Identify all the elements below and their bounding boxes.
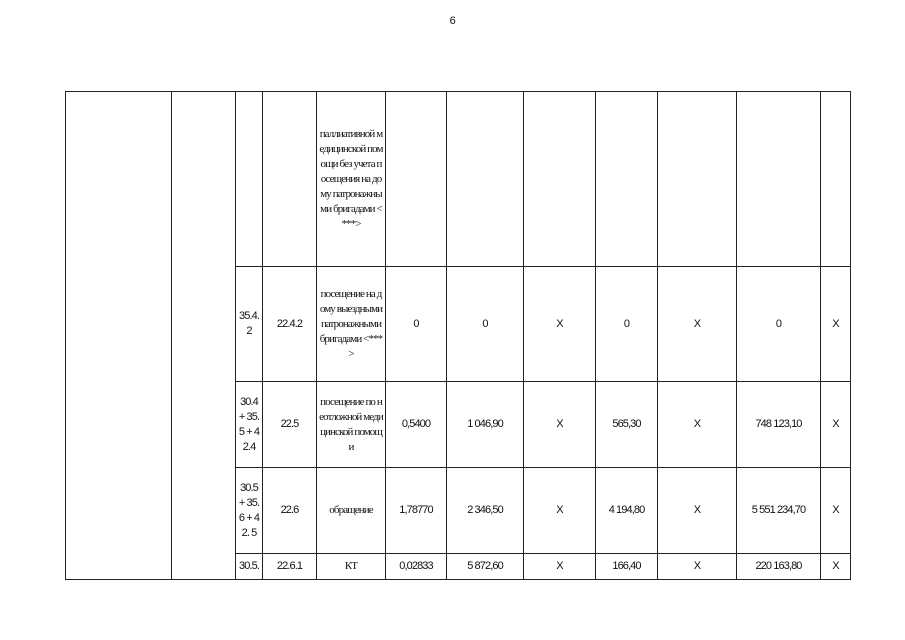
row-value-2: 2 346,50 (447, 468, 524, 554)
row-value-1: 0,02833 (386, 554, 447, 580)
row-value-5: X (658, 382, 737, 468)
row-subcode: 22.5 (263, 382, 317, 468)
row-value-4: 565,30 (596, 382, 658, 468)
row-value-6: 748 123,10 (737, 382, 821, 468)
row-value-7: X (821, 267, 851, 382)
row-value-7: X (821, 554, 851, 580)
row-code: 30.5 + 35.6 + 42. 5 (236, 468, 263, 554)
row-value-3: X (524, 267, 596, 382)
row-value-3 (524, 92, 596, 267)
blank-cell-left-2 (172, 92, 236, 580)
row-value-5: X (658, 468, 737, 554)
row-code: 30.5. (236, 554, 263, 580)
table-row (66, 92, 851, 267)
row-value-2: 1 046,90 (447, 382, 524, 468)
row-value-3: X (524, 468, 596, 554)
row-subcode: 22.6 (263, 468, 317, 554)
row-value-4: 0 (596, 267, 658, 382)
row-value-1: 0,5400 (386, 382, 447, 468)
row-name: обращение (317, 468, 386, 554)
row-value-6: 0 (737, 267, 821, 382)
row-value-7: X (821, 382, 851, 468)
row-name: посещение по неотложной медицинской помощи (317, 382, 386, 468)
row-code: 30.4 + 35.5 + 42.4 (236, 382, 263, 468)
row-value-6 (737, 92, 821, 267)
row-value-2 (447, 92, 524, 267)
row-value-1: 0 (386, 267, 447, 382)
blank-cell-left (66, 92, 172, 580)
row-subcode: 22.6.1 (263, 554, 317, 580)
row-name: КТ (317, 554, 386, 580)
row-value-2: 5 872,60 (447, 554, 524, 580)
row-value-7 (821, 92, 851, 267)
row-value-4: 4 194,80 (596, 468, 658, 554)
row-value-5 (658, 92, 737, 267)
row-subcode (263, 92, 317, 267)
row-value-1 (386, 92, 447, 267)
row-value-3: X (524, 382, 596, 468)
row-value-4: 166,40 (596, 554, 658, 580)
row-code (236, 92, 263, 267)
tariff-table (65, 91, 851, 580)
row-value-7: X (821, 468, 851, 554)
row-value-6: 220 163,80 (737, 554, 821, 580)
row-value-3: X (524, 554, 596, 580)
row-value-5: X (658, 554, 737, 580)
row-name: посещение на дому выездными патронажными бригадами <***> (317, 267, 386, 382)
row-code: 35.4.2 (236, 267, 263, 382)
row-value-5: X (658, 267, 737, 382)
row-subcode: 22.4.2 (263, 267, 317, 382)
row-value-6: 5 551 234,70 (737, 468, 821, 554)
page-number: 6 (449, 15, 456, 27)
row-value-4 (596, 92, 658, 267)
row-name: паллиативной медицинской помощи без учета посещения на дому патронажными бригадами <***> (317, 92, 386, 267)
row-value-1: 1,78770 (386, 468, 447, 554)
row-value-2: 0 (447, 267, 524, 382)
